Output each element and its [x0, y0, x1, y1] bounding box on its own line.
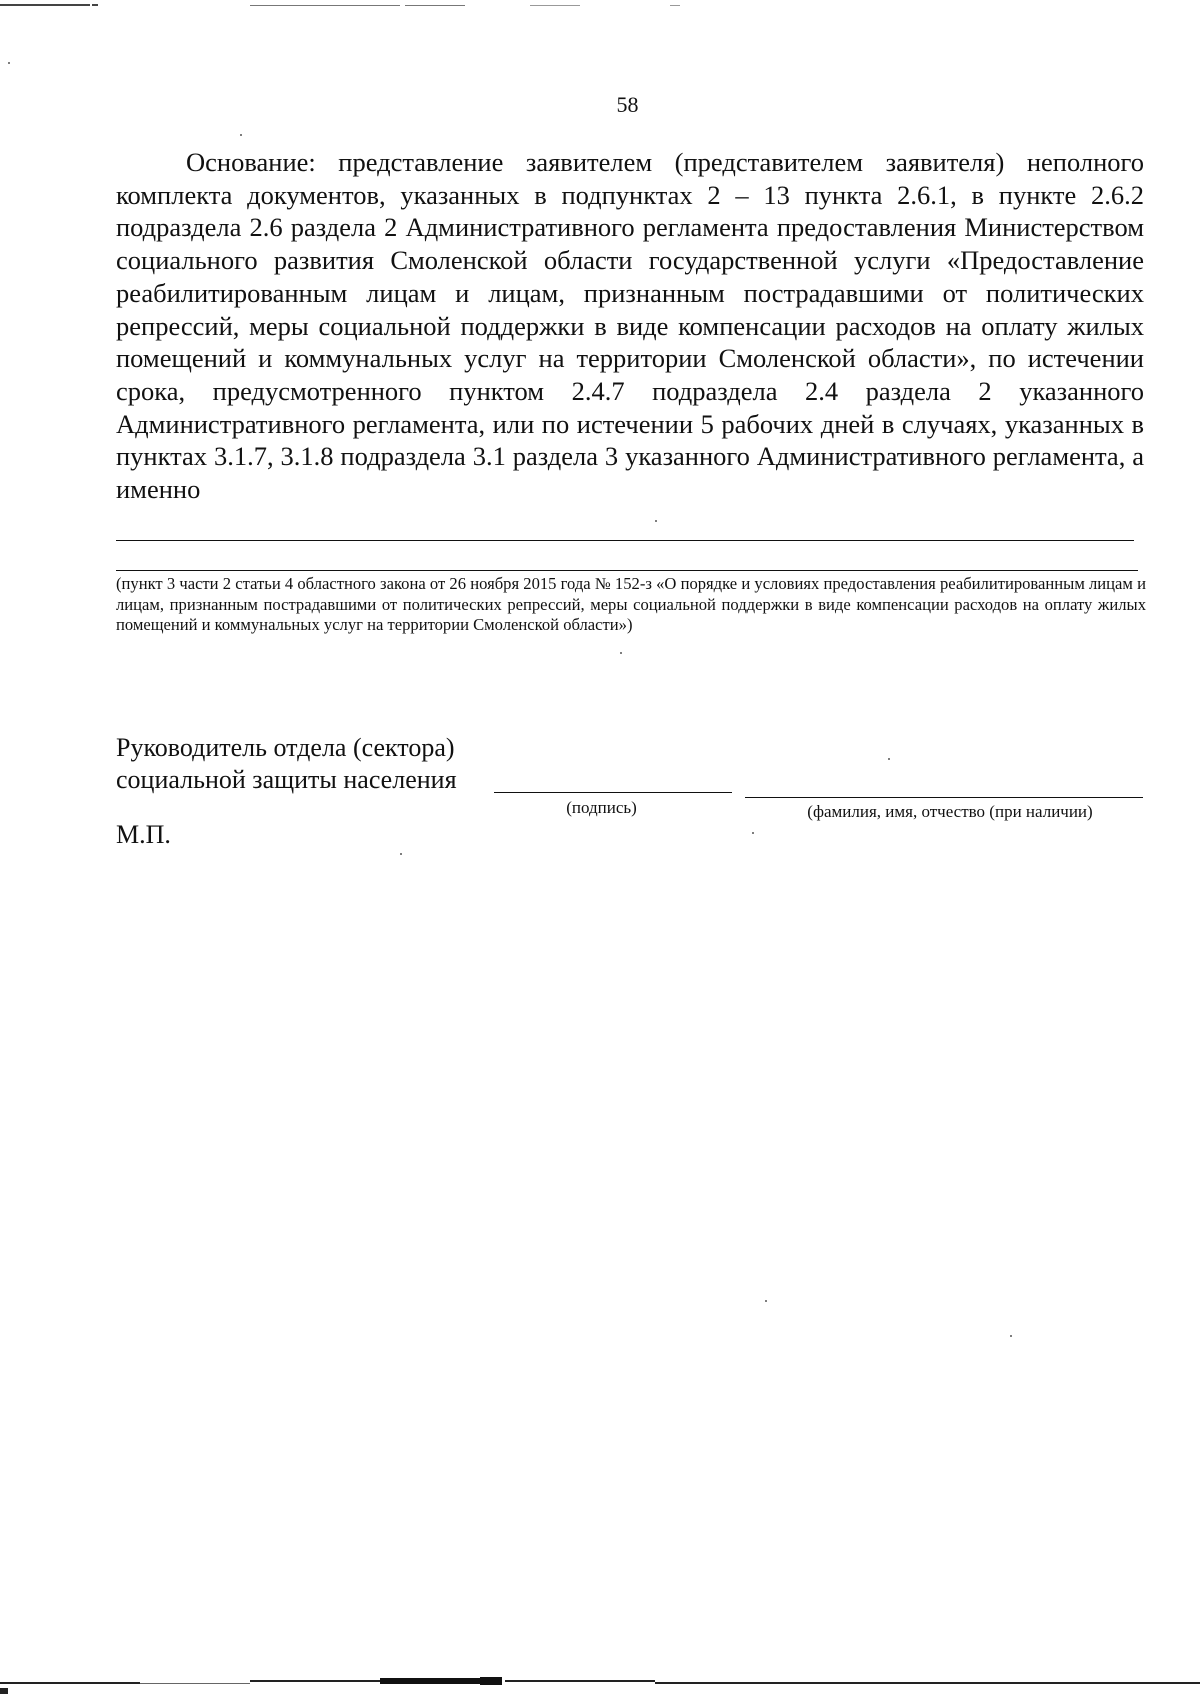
scan-speck [620, 652, 622, 654]
blank-fill-line [116, 540, 1134, 541]
scan-speck [1010, 1335, 1012, 1337]
stamp-label: М.П. [116, 820, 171, 849]
scan-speck [8, 62, 10, 64]
scan-speck [765, 1300, 767, 1302]
signature-caption: (подпись) [566, 798, 637, 817]
signatory-title-line2: социальной защиты населения [116, 765, 457, 794]
full-name-caption: (фамилия, имя, отчество (при наличии) [807, 802, 1093, 821]
scan-speck [888, 758, 890, 760]
scan-speck [752, 832, 754, 834]
signatory-title-line1: Руководитель отдела (сектора) [116, 733, 455, 762]
full-name-line [745, 797, 1143, 798]
page-number: 58 [616, 92, 639, 117]
signature-line [494, 792, 732, 793]
scan-bottom-edge [0, 1674, 1200, 1704]
legal-reference-footnote: (пункт 3 части 2 статьи 4 областного закона от 26 ноября 2015 года № 152-з «О порядке и условиях предоставления реабилитированным лицам и лицам, признанным пострадавшими от политических репрессий, меры социальной поддержки в виде компенсации расходов на оплату жилых помещений и коммунальных услуг на территории Смоленской области») [116, 574, 1146, 634]
blank-fill-line [116, 570, 1138, 571]
scan-speck [655, 520, 657, 522]
scan-speck [400, 853, 402, 855]
scan-top-edge [0, 4, 1200, 10]
main-paragraph: Основание: представление заявителем (представителем заявителя) неполного комплекта документов, указанных в подпунктах 2 – 13 пункта 2.6.1, в пункте 2.6.2 подраздела 2.6 раздела 2 Административного регламента предоставления Министерством социального развития Смоленской области государственной услуги «Предоставление реабилитированным лицам и лицам, признанным пострадавшими от политических репрессий, меры социальной поддержки в виде компенсации расходов на оплату жилых помещений и коммунальных услуг на территории Смоленской области», по истечении срока, предусмотренного пунктом 2.4.7 подраздела 2.4 раздела 2 указанного Административного регламента, или по истечении 5 рабочих дней в случаях, указанных в пунктах 3.1.7, 3.1.8 подраздела 3.1 раздела 3 указанного Административного регламента, а именно [116, 147, 1144, 505]
scan-speck [240, 134, 242, 136]
signature-block [116, 732, 457, 796]
